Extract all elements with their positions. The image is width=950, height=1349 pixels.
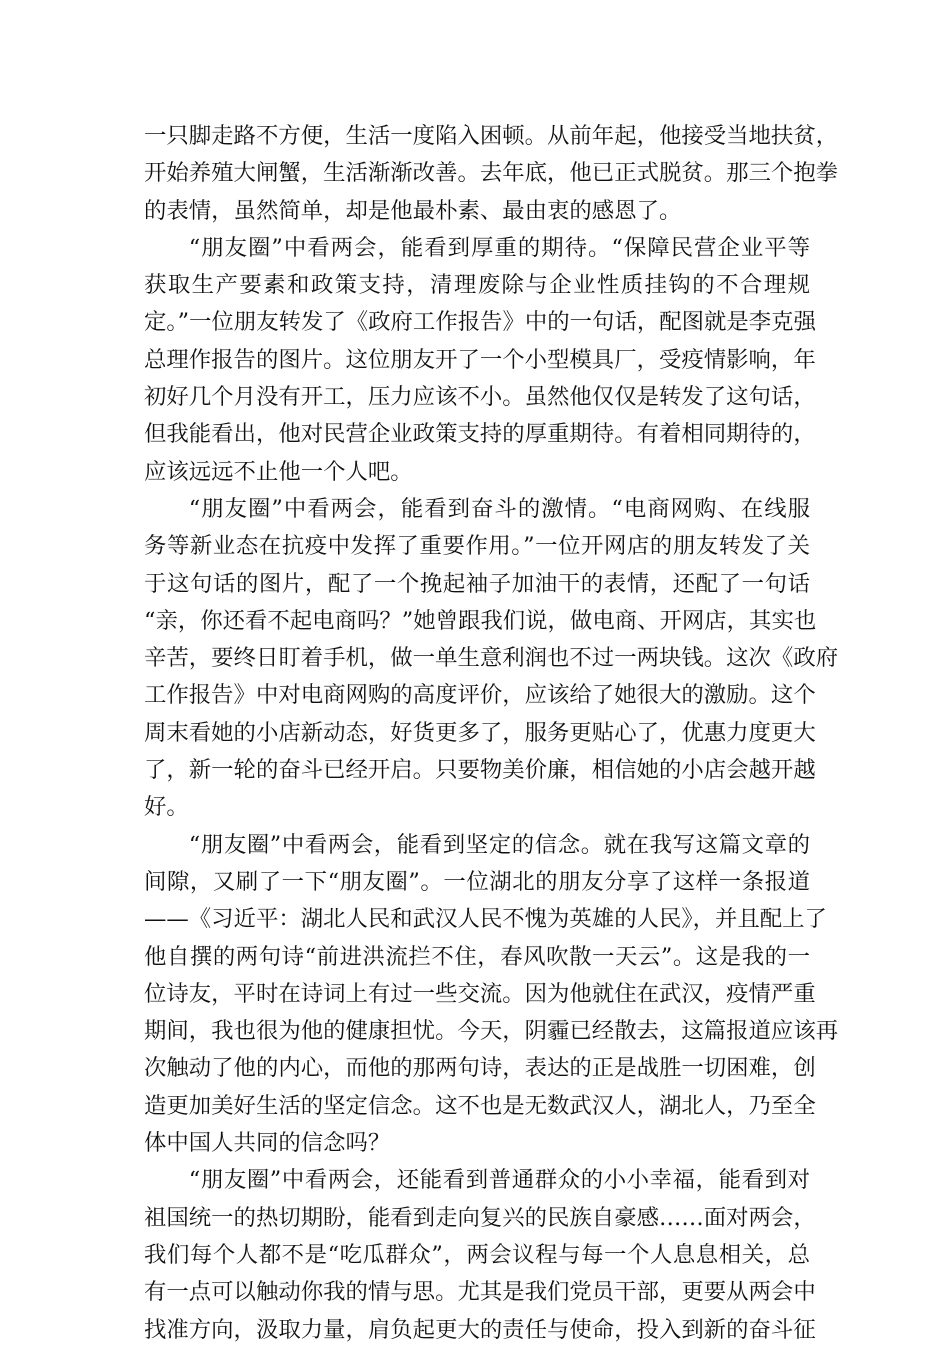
text-line: 工作报告》中对电商网购的高度评价，应该给了她很大的激励。这个 bbox=[144, 682, 816, 709]
text-line: 总理作报告的图片。这位朋友开了一个小型模具厂，受疫情影响，年 bbox=[144, 346, 816, 373]
text-line: 我们每个人都不是“吃瓜群众”，两会议程与每一个人息息相关，总 bbox=[144, 1241, 810, 1268]
text-line: “朋友圈”中看两会，能看到厚重的期待。“保障民营企业平等 bbox=[188, 234, 810, 261]
text-line: 获取生产要素和政策支持，清理废除与企业性质挂钩的不合理规 bbox=[144, 272, 810, 299]
text-line: 周末看她的小店新动态，好货更多了，服务更贴心了，优惠力度更大 bbox=[144, 719, 816, 746]
paragraph bbox=[144, 230, 816, 491]
document-body bbox=[144, 118, 839, 1349]
paragraph bbox=[144, 1162, 816, 1348]
text-line: 位诗友，平时在诗词上有过一些交流。因为他就住在武汉，疫情严重 bbox=[144, 980, 816, 1007]
text-line: 祖国统一的热切期盼，能看到走向复兴的民族自豪感……面对两会， bbox=[144, 1204, 816, 1231]
text-line: 好。 bbox=[144, 794, 189, 821]
text-line: 次触动了他的内心，而他的那两句诗，表达的正是战胜一切困难，创 bbox=[144, 1055, 816, 1082]
text-line: “朋友圈”中看两会，能看到奋斗的激情。“电商网购、在线服 bbox=[188, 495, 810, 522]
text-line: 有一点可以触动你我的情与思。尤其是我们党员干部，更要从两会中 bbox=[144, 1279, 816, 1306]
text-line: 间隙，又刷了一下“朋友圈”。一位湖北的朋友分享了这样一条报道 bbox=[144, 868, 810, 895]
text-line: 应该远远不止他一个人吧。 bbox=[144, 458, 413, 485]
text-line: 一只脚走路不方便，生活一度陷入困顿。从前年起，他接受当地扶贫， bbox=[144, 123, 839, 149]
text-line: “朋友圈”中看两会，能看到坚定的信念。就在我写这篇文章的 bbox=[188, 831, 810, 858]
paragraph bbox=[144, 491, 839, 827]
text-line: “朋友圈”中看两会，还能看到普通群众的小小幸福，能看到对 bbox=[188, 1167, 810, 1194]
text-line: 初好几个月没有开工，压力应该不小。虽然他仅仅是转发了这句话， bbox=[144, 384, 816, 411]
text-line: ——《习近平：湖北人民和武汉人民不愧为英雄的人民》，并且配上了 bbox=[144, 906, 827, 933]
text-line: “亲，你还看不起电商吗？”她曾跟我们说，做电商、开网店，其实也 bbox=[144, 607, 817, 634]
paragraph bbox=[144, 827, 839, 1163]
text-line: 定。”一位朋友转发了《政府工作报告》中的一句话，配图就是李克强 bbox=[144, 309, 816, 336]
text-line: 体中国人共同的信念吗？ bbox=[144, 1130, 391, 1157]
paragraph bbox=[144, 118, 839, 230]
text-line: 开始养殖大闸蟹，生活渐渐改善。去年底，他已正式脱贫。那三个抱拳 bbox=[144, 160, 839, 187]
text-line: 于这句话的图片，配了一个挽起袖子加油干的表情，还配了一句话 bbox=[144, 570, 810, 597]
text-line: 找准方向，汲取力量，肩负起更大的责任与使命，投入到新的奋斗征 bbox=[144, 1316, 816, 1343]
text-line: 造更加美好生活的坚定信念。这不也是无数武汉人，湖北人，乃至全 bbox=[144, 1092, 816, 1119]
text-line: 但我能看出，他对民营企业政策支持的厚重期待。有着相同期待的， bbox=[144, 421, 816, 448]
text-line: 务等新业态在抗疫中发挥了重要作用。”一位开网店的朋友转发了关 bbox=[144, 533, 810, 560]
text-line: 他自撰的两句诗“前进洪流拦不住，春风吹散一天云”。这是我的一 bbox=[144, 943, 810, 970]
text-line: 期间，我也很为他的健康担忧。今天，阴霾已经散去，这篇报道应该再 bbox=[144, 1018, 839, 1045]
text-line: 辛苦，要终日盯着手机，做一单生意利润也不过一两块钱。这次《政府 bbox=[144, 645, 839, 672]
text-line: 了，新一轮的奋斗已经开启。只要物美价廉，相信她的小店会越开越 bbox=[144, 757, 816, 784]
text-line: 的表情，虽然简单，却是他最朴素、最由衷的感恩了。 bbox=[144, 197, 682, 224]
